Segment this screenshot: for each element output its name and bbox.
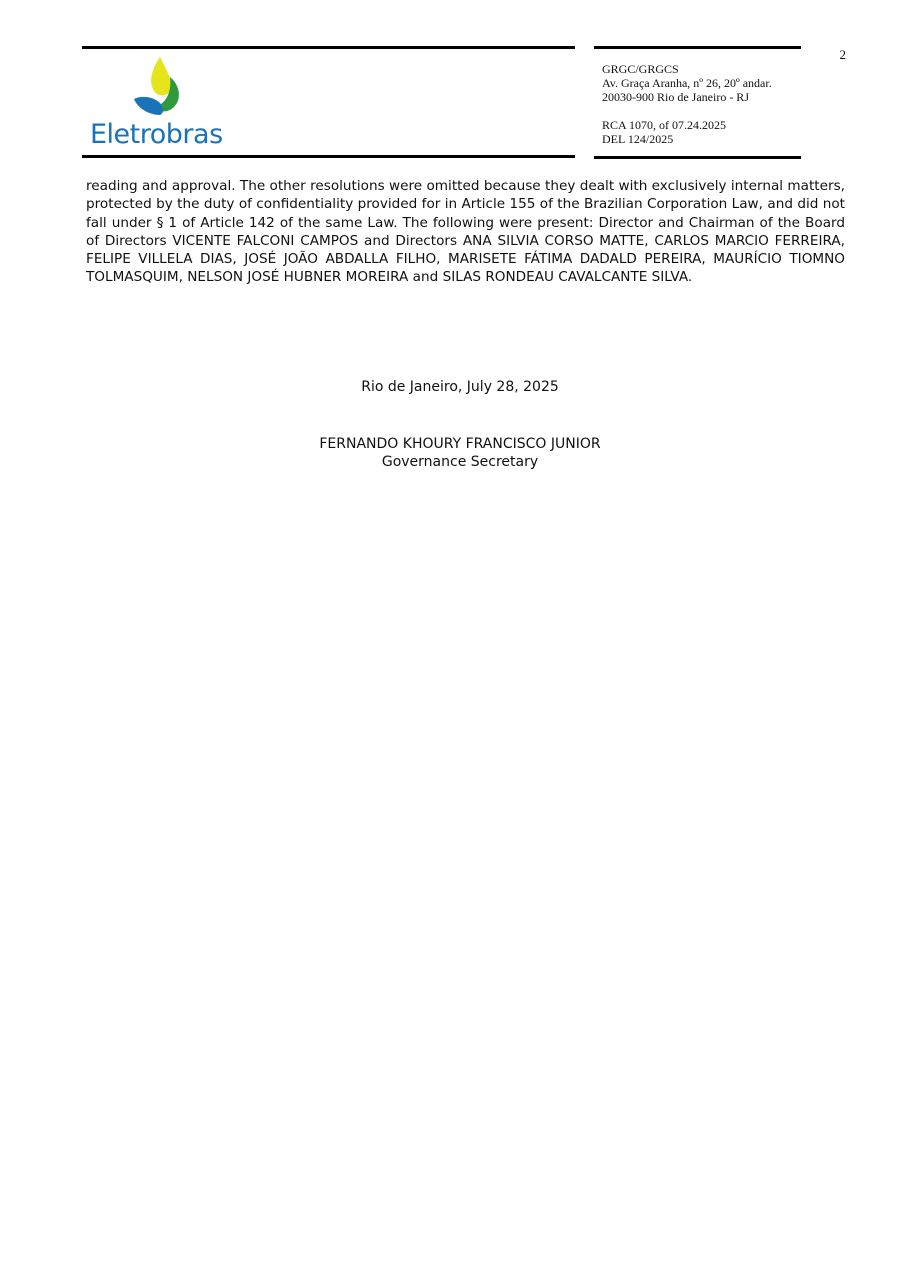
flame-blue-shape <box>134 97 163 115</box>
flame-yellow-shape <box>151 57 171 96</box>
department-code: GRGC/GRGCS <box>602 62 679 76</box>
meeting-reference: RCA 1070, of 07.24.2025 <box>602 118 727 132</box>
eletrobras-flame-icon <box>130 55 190 117</box>
eletrobras-wordmark: Eletrobras <box>90 119 223 150</box>
reference-info-box <box>594 46 801 159</box>
page-number: 2 <box>839 47 846 62</box>
place-date: Rio de Janeiro, July 28, 2025 <box>361 379 559 395</box>
deliberation-reference: DEL 124/2025 <box>602 132 674 146</box>
spacer <box>602 104 801 118</box>
logo-header-box <box>82 46 575 158</box>
minutes-paragraph: reading and approval. The other resolutions were omitted because they dealt with exclusively internal matters, protected by the duty of confidentiality provided for in Article 155 of the Brazilian Corporation Law, and did not fall under § 1 of Article 142 of the same Law. The following were present: Director and Chairman of the Board of Directors VICENTE FALCONI CAMPOS and Directors ANA SILVIA CORSO MATTE, CARLOS MARCIO FERREIRA, FELIPE VILLELA DIAS, JOSÉ JOÃO ABDALLA FILHO, MARISETE FÁTIMA DADALD PEREIRA, MAURÍCIO TIOMNO TOLMASQUIM, NELSON JOSÉ HUBNER MOREIRA and SILAS RONDEAU CAVALCANTE SILVA. <box>86 178 845 286</box>
address-line-1: Av. Graça Aranha, nº 26, 20º andar. <box>602 76 772 90</box>
signature-block <box>0 435 905 471</box>
address-line-2: 20030-900 Rio de Janeiro - RJ <box>602 90 749 104</box>
signer-name: FERNANDO KHOURY FRANCISCO JUNIOR <box>319 436 601 452</box>
signer-title: Governance Secretary <box>381 454 539 470</box>
